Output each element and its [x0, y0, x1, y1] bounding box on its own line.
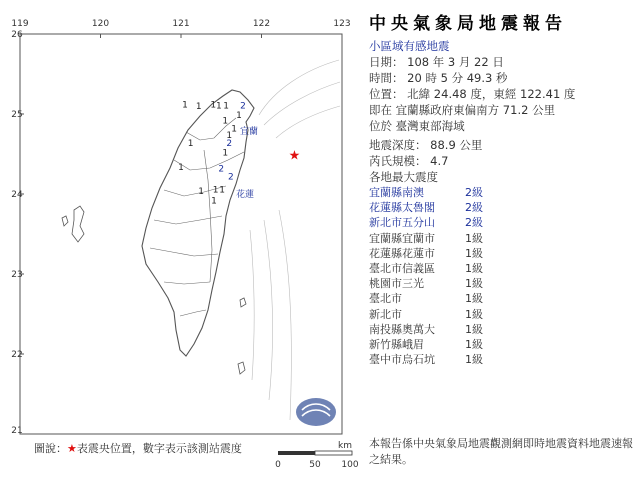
intensity-location: 新北市: [369, 307, 402, 321]
intensity-list: [369, 185, 635, 367]
lat-tick-label: 22: [11, 350, 23, 360]
intensity-row: [369, 352, 635, 367]
report-location-relative: 即在 宜蘭縣政府東偏南方 71.2 公里: [369, 103, 556, 117]
cwb-logo: [296, 398, 336, 426]
scale-bar: [275, 440, 359, 470]
station-intensity-2: 2: [240, 101, 246, 112]
intensity-level: 1級: [465, 277, 483, 291]
intensity-location: 桃園市三光: [369, 277, 424, 291]
intensity-level: 1級: [465, 292, 483, 306]
intensity-row: [369, 307, 635, 322]
intensity-level: 1級: [465, 261, 483, 275]
intensity-row: [369, 337, 635, 352]
intensity-row: [369, 322, 635, 337]
intensity-row: [369, 185, 635, 200]
intensity-level: 1級: [465, 337, 483, 351]
intensity-location: 花蓮縣太魯閣: [369, 201, 435, 215]
intensity-location: 臺中市烏石坑: [369, 353, 435, 367]
lon-tick-label: 119: [11, 19, 29, 29]
map-canvas: [11, 19, 358, 436]
intensity-level: 1級: [465, 246, 483, 260]
legend-note: [34, 440, 242, 456]
intensity-location: 臺北市: [369, 292, 402, 306]
station-intensity-1: 1: [222, 148, 229, 159]
report-panel: [369, 12, 635, 367]
intensity-location: 花蓮縣花蓮市: [369, 246, 435, 260]
legend-prefix: 圖說：: [34, 442, 67, 455]
station-intensity-1: 1: [195, 102, 202, 113]
lon-tick-label: 122: [252, 19, 271, 29]
intensity-location: 新北市五分山: [369, 216, 435, 230]
intensity-row: [369, 200, 635, 215]
report-depth: 地震深度： 88.9 公里: [369, 138, 483, 152]
report-date: 日期： 108 年 3 月 22 日: [369, 55, 504, 69]
intensity-row: [369, 231, 635, 246]
station-intensity-1: 1: [212, 185, 219, 196]
scale-label-100: 100: [341, 460, 359, 470]
scale-label-0: 0: [275, 460, 281, 470]
station-intensity-1: 1: [219, 185, 225, 196]
scale-label-50: 50: [309, 460, 321, 470]
station-intensity-1: 1: [231, 124, 237, 135]
intensity-location: 南投縣奧萬大: [369, 322, 435, 336]
station-intensity-1: 1: [222, 116, 229, 127]
lat-tick-label: 21: [11, 426, 23, 436]
station-intensity-1: 1: [178, 163, 184, 173]
lat-tick-label: 26: [11, 30, 23, 40]
station-intensity-1: 1: [198, 187, 204, 197]
station-intensity-1: 1: [211, 196, 217, 207]
station-intensity-1: 1: [182, 100, 188, 111]
intensity-location: 新竹縣峨眉: [369, 337, 424, 351]
epicenter-star-icon: ★: [288, 148, 301, 164]
intensity-level: 1級: [465, 231, 483, 245]
intensity-row: [369, 291, 635, 306]
intensity-level: 1級: [465, 322, 483, 336]
lat-tick-label: 24: [11, 190, 23, 200]
intensity-row: [369, 276, 635, 291]
scale-segment-2: [315, 451, 352, 455]
station-intensity-1: 1: [187, 139, 194, 149]
station-intensity-2: 2: [226, 139, 233, 149]
footer-note: 本報告係中央氣象局地震觀測網即時地震資料地震速報之結果。: [369, 437, 633, 466]
report-magnitude: 芮氏規模： 4.7: [369, 154, 449, 168]
scale-segment-1: [278, 451, 315, 455]
station-intensity-1: 1: [215, 101, 222, 112]
intensity-level: 2級: [465, 186, 483, 199]
lon-tick-label: 123: [333, 19, 351, 29]
intensity-level: 2級: [465, 216, 483, 230]
intensity-location: 宜蘭縣宜蘭市: [369, 231, 435, 245]
report-time: 時間： 20 時 5 分 49.3 秒: [369, 71, 508, 85]
intensity-level: 1級: [465, 307, 483, 321]
report-title: 中央氣象局地震報告: [369, 14, 567, 34]
intensity-level: 1級: [465, 353, 483, 367]
intensity-row: [369, 215, 635, 230]
scale-unit: km: [338, 441, 352, 451]
lon-tick-label: 120: [91, 19, 110, 29]
legend-star-icon: ★: [67, 442, 77, 455]
map-label-yilan: 宜蘭: [240, 127, 259, 137]
legend-text: 表震央位置，數字表示該測站震度: [76, 442, 242, 455]
intensity-location: 宜蘭縣南澳: [369, 186, 424, 199]
lat-tick-label: 25: [11, 110, 23, 120]
map-panel: [11, 19, 358, 436]
report-subtitle: 小區域有感地震: [369, 39, 450, 53]
intensity-row: [369, 261, 635, 276]
map-label-hualien: 花蓮: [236, 190, 255, 200]
intensity-row: [369, 246, 635, 261]
station-intensity-1: 1: [236, 111, 242, 121]
intensity-header: 各地最大震度: [369, 170, 438, 184]
station-intensity-2: 2: [218, 164, 225, 175]
station-intensity-2: 2: [228, 172, 234, 183]
lat-tick-label: 23: [11, 270, 23, 280]
station-intensity-1: 1: [210, 100, 217, 111]
station-intensity-1: 1: [223, 101, 229, 112]
report-location: 位置： 北緯 24.48 度，東經 122.41 度: [369, 87, 576, 101]
intensity-level: 2級: [465, 201, 483, 215]
lon-tick-label: 121: [172, 19, 190, 29]
intensity-location: 臺北市信義區: [369, 261, 435, 275]
station-intensity-1: 1: [226, 131, 233, 141]
report-location-region: 位於 臺灣東部海域: [369, 119, 465, 133]
